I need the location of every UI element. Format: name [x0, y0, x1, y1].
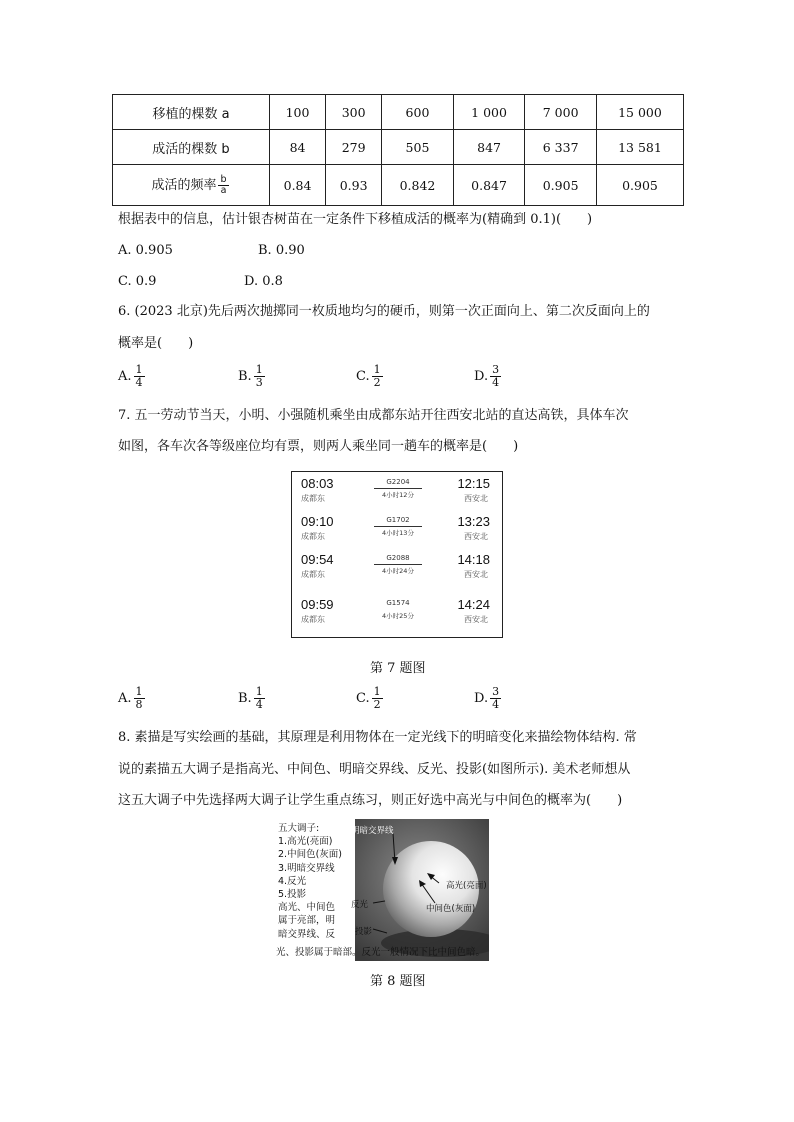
table-cell: 100 [270, 95, 326, 130]
fraction-numerator: b [220, 174, 227, 185]
table-cell: 0.84 [270, 165, 326, 206]
sketch-footnote: 光、投影属于暗部。反光一般情况下比中间色暗。 [276, 947, 486, 958]
arrival-station: 西安北 [464, 532, 488, 541]
fraction: $\frac{1}{2}$ [373, 685, 381, 711]
fraction: $\frac{1}{8}$ [135, 685, 143, 711]
q6-option-b: B. $\frac{1}{3}$ [238, 363, 263, 389]
q5-option-a: A. 0.905 [118, 243, 173, 258]
label-midtone: 中间色(灰面) [426, 904, 476, 914]
arrival-station: 西安北 [464, 615, 488, 624]
table-row [113, 165, 684, 206]
row-header-planted: 移植的棵数 a [113, 95, 270, 130]
table-cell: 15 000 [596, 95, 683, 130]
q7-option-c: C. $\frac{1}{2}$ [356, 685, 381, 711]
q6-option-d: D. $\frac{3}{4}$ [474, 363, 500, 389]
departure-station: 成都东 [301, 532, 325, 541]
q8-text-line3: 这五大调子中先选择两大调子让学生重点练习，则正好选中高光与中间色的概率为( ) [118, 793, 623, 808]
table-cell: 0.842 [382, 165, 454, 206]
q5-option-c: C. 0.9 [118, 274, 157, 289]
table-cell: 0.905 [525, 165, 597, 206]
train-number: G1574 [386, 599, 410, 607]
sketch-figure [273, 819, 489, 961]
frequency-label: 成活的频率 [151, 178, 217, 193]
q5-option-b: B. 0.90 [258, 243, 305, 258]
schedule-row [292, 597, 502, 633]
row-header-survived: 成活的棵数 b [113, 130, 270, 165]
fraction: $\frac{1}{4}$ [135, 363, 143, 389]
trip-duration: 4小时24分 [382, 567, 414, 575]
table-row [113, 130, 684, 165]
departure-time: 08:03 [301, 476, 334, 491]
departure-station: 成都东 [301, 494, 325, 503]
fraction: $\frac{1}{3}$ [255, 363, 263, 389]
row-header-frequency [113, 165, 270, 206]
arrival-station: 西安北 [464, 570, 488, 579]
label-reflect: 反光 [351, 900, 369, 910]
fraction-denominator: a [220, 185, 227, 196]
q6-option-a: A. $\frac{1}{4}$ [118, 363, 143, 389]
table-cell: 1 000 [453, 95, 525, 130]
q7-option-d: D. $\frac{3}{4}$ [474, 685, 500, 711]
trip-duration: 4小时13分 [382, 529, 414, 537]
route-line [374, 564, 422, 565]
table-cell: 7 000 [525, 95, 597, 130]
q7-text-line2: 如图，各车次各等级座位均有票，则两人乘坐同一趟车的概率是( ) [118, 439, 519, 454]
q6-text-line1: 6. (2023 北京)先后两次抛掷同一枚质地均匀的硬币，则第一次正面向上、第二次反面向上的 [118, 304, 650, 319]
q8-text-line2: 说的素描五大调子是指高光、中间色、明暗交界线、反光、投影(如图所示). 美术老师想从 [118, 762, 631, 777]
departure-station: 成都东 [301, 615, 325, 624]
q7-text-line1: 7. 五一劳动节当天，小明、小强随机乘坐由成都东站开往西安北站的直达高铁，具体车次 [118, 408, 629, 423]
q5-text: 根据表中的信息，估计银杏树苗在一定条件下移植成活的概率为(精确到 0.1)( ) [118, 212, 593, 227]
q8-text-line1: 8. 素描是写实绘画的基础，其原理是利用物体在一定光线下的明暗变化来描绘物体结构. 常 [118, 730, 637, 745]
label-shadow: 投影 [355, 927, 373, 937]
q5-option-d: D. 0.8 [244, 274, 283, 289]
table-cell: 600 [382, 95, 454, 130]
q7-option-b: B. $\frac{1}{4}$ [238, 685, 263, 711]
train-number: G1702 [386, 516, 410, 524]
arrival-time: 12:15 [457, 476, 490, 491]
label-terminator: 明暗交界线 [351, 826, 394, 836]
arrival-station: 西安北 [464, 494, 488, 503]
table-cell: 6 337 [525, 130, 597, 165]
fraction: $\frac{1}{2}$ [373, 363, 381, 389]
figure-8-caption: 第 8 题图 [370, 974, 426, 989]
table-cell: 505 [382, 130, 454, 165]
arrival-time: 14:18 [457, 552, 490, 567]
route-line [374, 488, 422, 489]
fraction: $\frac{3}{4}$ [492, 685, 500, 711]
route-line [374, 526, 422, 527]
trip-duration: 4小时25分 [382, 612, 414, 620]
arrival-time: 14:24 [457, 597, 490, 612]
trip-duration: 4小时12分 [382, 491, 414, 499]
fraction: $\frac{3}{4}$ [492, 363, 500, 389]
train-schedule [291, 471, 503, 638]
table-cell: 0.905 [596, 165, 683, 206]
schedule-row [292, 552, 502, 588]
q6-text-line2: 概率是( ) [118, 336, 194, 351]
departure-time: 09:59 [301, 597, 334, 612]
arrival-time: 13:23 [457, 514, 490, 529]
label-highlight: 高光(亮面) [446, 881, 487, 891]
table-cell: 0.93 [326, 165, 382, 206]
schedule-row [292, 514, 502, 550]
figure-7-caption: 第 7 题图 [370, 661, 426, 676]
table-cell: 847 [453, 130, 525, 165]
fraction: $\frac{1}{4}$ [255, 685, 263, 711]
fraction [218, 175, 228, 196]
departure-time: 09:10 [301, 514, 334, 529]
q7-option-a: A. $\frac{1}{8}$ [118, 685, 143, 711]
tones-legend: 五大调子: 1.高光(亮面) 2.中间色(灰面) 3.明暗交界线 4.反光 5.投影 高光、中间色 属于亮部，明 暗交界线、反 [278, 823, 342, 940]
schedule-row [292, 476, 502, 512]
table-cell: 13 581 [596, 130, 683, 165]
table-cell: 279 [326, 130, 382, 165]
departure-time: 09:54 [301, 552, 334, 567]
table-cell: 84 [270, 130, 326, 165]
survival-table [112, 94, 684, 206]
departure-station: 成都东 [301, 570, 325, 579]
q6-option-c: C. $\frac{1}{2}$ [356, 363, 381, 389]
train-number: G2088 [386, 554, 410, 562]
table-row [113, 95, 684, 130]
train-number: G2204 [386, 478, 410, 486]
table-cell: 300 [326, 95, 382, 130]
table-cell: 0.847 [453, 165, 525, 206]
